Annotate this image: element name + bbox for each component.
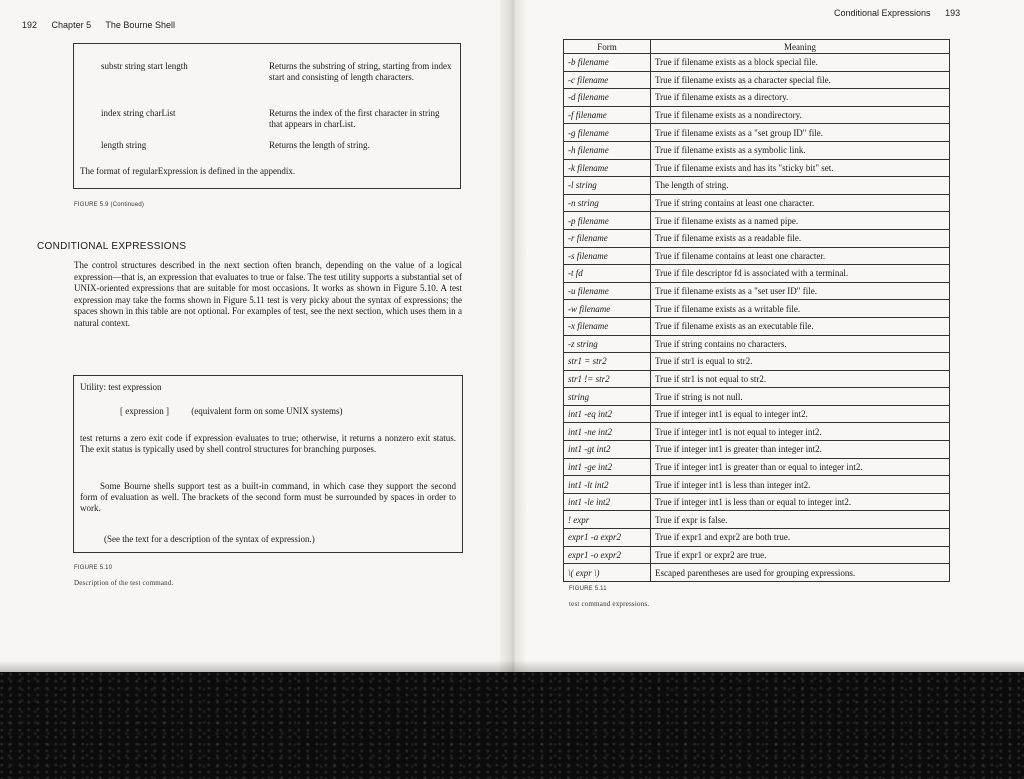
form-cell: -s filename [564, 247, 651, 265]
form-cell: -w filename [564, 300, 651, 318]
fig59-note: The format of regularExpression is defined in the appendix. [80, 166, 296, 176]
form-cell: int1 -ge int2 [564, 458, 651, 476]
scan-background [0, 672, 1024, 779]
section-title: CONDITIONAL EXPRESSIONS [37, 241, 187, 252]
table-row [564, 159, 950, 177]
table-row [564, 493, 950, 511]
table-row [564, 177, 950, 195]
form-cell: -t fd [564, 265, 651, 283]
fig59-command: substr string start length [101, 61, 188, 71]
table-row [564, 106, 950, 124]
fig59-description: Returns the index of the first character in string that appears in charList. [269, 108, 440, 129]
body-paragraph: The control structures described in the next section often branch, depending on the value of a logical expression—that is, an expression that evaluates to true or false. The test utility supports a substantial set of UNIX-oriented expressions that are suitable for most occasions. It works as shown in Figure 5.10. A test expression may take the forms shown in Figure 5.11 test is very picky about the syntax of expressions; the spaces shown in this table are not optional. For examples of test, see the next section, which uses them in a natural context. [74, 260, 462, 328]
form-cell: -n string [564, 194, 651, 212]
meaning-cell: True if file descriptor fd is associated with a terminal. [651, 265, 950, 283]
form-cell: -b filename [564, 54, 651, 72]
syntax-form: [ expression ] [120, 406, 169, 416]
form-cell: \( expr \) [564, 564, 651, 582]
fig59-description: Returns the length of string. [269, 140, 370, 150]
form-cell: -l string [564, 177, 651, 195]
meaning-cell: True if integer int1 is not equal to integer int2. [651, 423, 950, 441]
table-row [564, 265, 950, 283]
fig510-paragraph: Some Bourne shells support test as a built-in command, in which case they support the second form of evaluation as well. The brackets of the second form must be surrounded by spaces in order to work. [80, 481, 456, 513]
meaning-cell: True if filename exists as a "set group ID" file. [651, 124, 950, 142]
meaning-cell: True if string contains no characters. [651, 335, 950, 353]
table-row [564, 546, 950, 564]
table-row [564, 300, 950, 318]
table-row [564, 441, 950, 459]
form-cell: -z string [564, 335, 651, 353]
fig59-command: index string charList [101, 108, 176, 118]
table-row [564, 353, 950, 371]
right-page-header [834, 8, 960, 18]
meaning-cell: True if filename exists as a character special file. [651, 71, 950, 89]
form-cell: -c filename [564, 71, 651, 89]
table-row [564, 458, 950, 476]
figure-5-9-box [73, 43, 461, 189]
meaning-cell: True if str1 is equal to str2. [651, 353, 950, 371]
syntax-equivalent: (equivalent form on some UNIX systems) [191, 406, 343, 416]
table-row [564, 71, 950, 89]
fig59-caption: FIGURE 5.9 (Continued) [74, 202, 145, 208]
fig59-command: length string [101, 140, 147, 150]
form-cell: -k filename [564, 159, 651, 177]
meaning-cell: True if expr1 or expr2 are true. [651, 546, 950, 564]
meaning-cell: True if str1 is not equal to str2. [651, 370, 950, 388]
form-cell: expr1 -o expr2 [564, 546, 651, 564]
meaning-cell: True if filename exists as a symbolic link. [651, 141, 950, 159]
meaning-cell: Escaped parentheses are used for grouping expressions. [651, 564, 950, 582]
table-row [564, 564, 950, 582]
fig59-description: Returns the substring of string, starting from index start and consisting of length characters. [269, 61, 452, 82]
form-cell: -u filename [564, 282, 651, 300]
table-row [564, 511, 950, 529]
table-row [564, 54, 950, 72]
table-row [564, 212, 950, 230]
meaning-cell: True if string contains at least one character. [651, 194, 950, 212]
meaning-cell: True if integer int1 is less than or equal to integer int2. [651, 493, 950, 511]
fig511-caption: FIGURE 5.11 [569, 586, 607, 592]
meaning-cell: True if filename exists as a writable file. [651, 300, 950, 318]
meaning-cell: True if integer int1 is less than integer int2. [651, 476, 950, 494]
table-header-row [564, 40, 950, 54]
meaning-cell: True if filename exists as an executable file. [651, 317, 950, 335]
meaning-cell: True if integer int1 is greater than or equal to integer int2. [651, 458, 950, 476]
form-cell: -p filename [564, 212, 651, 230]
form-cell: int1 -le int2 [564, 493, 651, 511]
syntax-line [120, 406, 342, 417]
form-cell: -g filename [564, 124, 651, 142]
table-row [564, 317, 950, 335]
form-cell: string [564, 388, 651, 406]
meaning-cell: True if filename exists as a nondirectory. [651, 106, 950, 124]
form-cell: int1 -ne int2 [564, 423, 651, 441]
header-meaning: Meaning [651, 40, 950, 54]
left-chapter-title: The Bourne Shell [105, 20, 175, 30]
table-row [564, 141, 950, 159]
fig510-caption: FIGURE 5.10 [74, 565, 113, 571]
meaning-cell: True if filename exists and has its "sticky bit" set. [651, 159, 950, 177]
meaning-cell: True if expr is false. [651, 511, 950, 529]
table-row [564, 124, 950, 142]
meaning-cell: True if filename exists as a "set user ID" file. [651, 282, 950, 300]
fig511-subcaption: test command expressions. [569, 600, 650, 608]
fig510-paragraph: (See the text for a description of the syntax of expression.) [104, 534, 315, 544]
form-cell: ! expr [564, 511, 651, 529]
left-chapter-label: Chapter 5 [51, 20, 92, 30]
table-row [564, 388, 950, 406]
table-row [564, 247, 950, 265]
table-row [564, 229, 950, 247]
meaning-cell: True if integer int1 is greater than integer int2. [651, 441, 950, 459]
left-page-number: 192 [22, 20, 38, 30]
form-cell: -d filename [564, 89, 651, 107]
form-cell: str1 != str2 [564, 370, 651, 388]
form-cell: str1 = str2 [564, 353, 651, 371]
table-row [564, 370, 950, 388]
left-page [0, 0, 506, 672]
table-row [564, 89, 950, 107]
figure-5-10-box [73, 375, 463, 553]
table-row [564, 423, 950, 441]
table-row [564, 282, 950, 300]
book-gutter [500, 0, 526, 672]
form-cell: expr1 -a expr2 [564, 529, 651, 547]
form-cell: int1 -gt int2 [564, 441, 651, 459]
table-row [564, 405, 950, 423]
table-row [564, 194, 950, 212]
table-row [564, 476, 950, 494]
form-cell: -h filename [564, 141, 651, 159]
utility-line: Utility: test expression [80, 382, 162, 392]
left-page-header [22, 20, 175, 30]
form-cell: -x filename [564, 317, 651, 335]
meaning-cell: True if expr1 and expr2 are both true. [651, 529, 950, 547]
meaning-cell: True if filename exists as a directory. [651, 89, 950, 107]
meaning-cell: True if filename exists as a readable file. [651, 229, 950, 247]
form-cell: -f filename [564, 106, 651, 124]
meaning-cell: True if filename exists as a block special file. [651, 54, 950, 72]
expressions-table [563, 39, 950, 582]
form-cell: int1 -lt int2 [564, 476, 651, 494]
right-chapter-title: Conditional Expressions [834, 8, 931, 18]
table-row [564, 529, 950, 547]
fig510-paragraph: test returns a zero exit code if expression evaluates to true; otherwise, it returns a nonzero exit status. The exit status is typically used by shell control structures for branching purposes. [80, 433, 456, 454]
meaning-cell: True if filename contains at least one character. [651, 247, 950, 265]
meaning-cell: True if string is not null. [651, 388, 950, 406]
right-page-number: 193 [945, 8, 961, 18]
fig510-subcaption: Description of the test command. [74, 579, 174, 587]
meaning-cell: True if filename exists as a named pipe. [651, 212, 950, 230]
form-cell: -r filename [564, 229, 651, 247]
form-cell: int1 -eq int2 [564, 405, 651, 423]
header-form: Form [564, 40, 651, 54]
meaning-cell: The length of string. [651, 177, 950, 195]
meaning-cell: True if integer int1 is equal to integer int2. [651, 405, 950, 423]
table-row [564, 335, 950, 353]
